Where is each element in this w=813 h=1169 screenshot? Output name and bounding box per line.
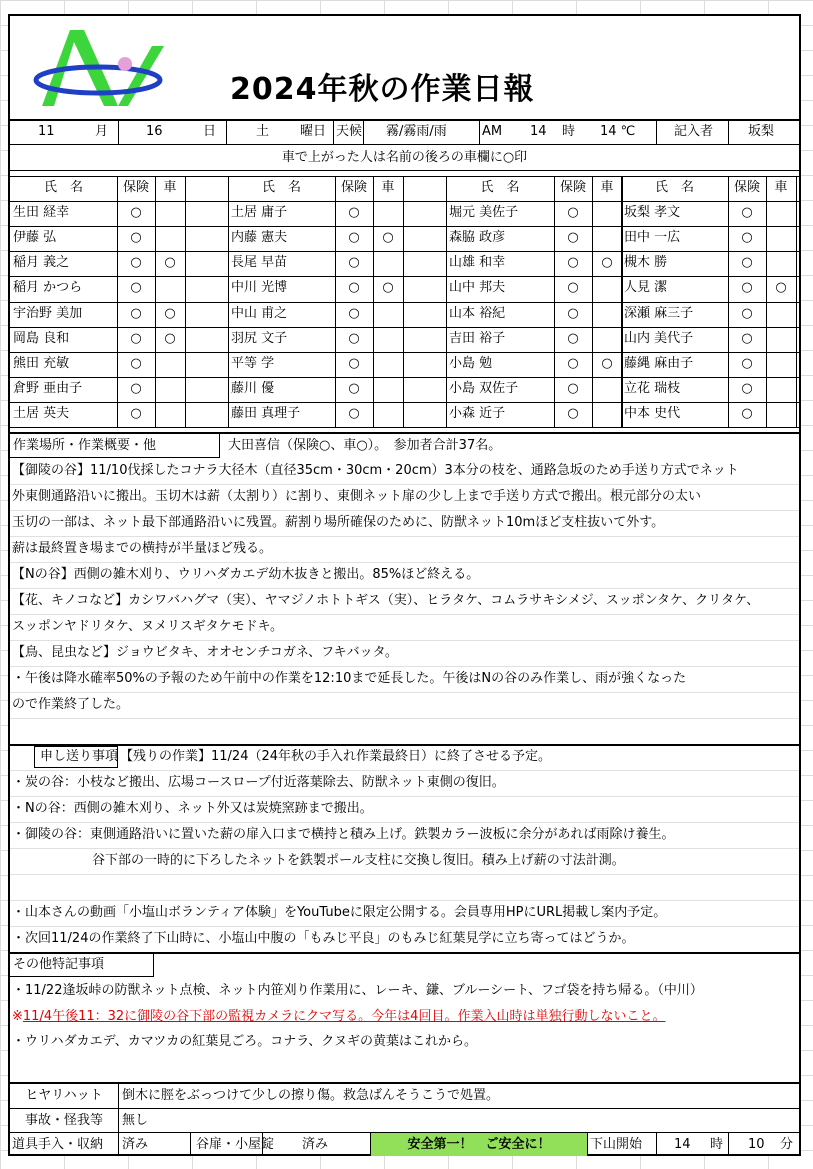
ampm: AM bbox=[482, 124, 503, 139]
roster-name: 藤川 優 bbox=[231, 380, 275, 396]
roster-insurance-mark: ○ bbox=[130, 405, 142, 421]
roster-insurance-mark: ○ bbox=[348, 380, 360, 396]
roster-name: 伊藤 弘 bbox=[13, 230, 57, 246]
descent-hour-label: 時 bbox=[710, 1137, 724, 1152]
month-label: 月 bbox=[95, 124, 109, 139]
roster-insurance-mark: ○ bbox=[567, 305, 579, 321]
roster-header-car: 車 bbox=[600, 180, 614, 195]
roster-insurance-mark: ○ bbox=[567, 405, 579, 421]
roster-header-name: 氏 名 bbox=[43, 180, 83, 195]
roster-insurance-mark: ○ bbox=[348, 230, 360, 246]
work-label: 作業場所・作業概要・他 bbox=[13, 438, 157, 453]
roster-header-name: 氏 名 bbox=[654, 180, 694, 195]
roster-header-car: 車 bbox=[163, 180, 177, 195]
accident-value: 無し bbox=[122, 1113, 149, 1128]
roster-insurance-mark: ○ bbox=[348, 305, 360, 321]
roster-car-mark: ○ bbox=[164, 255, 176, 271]
weekday-value: 土 bbox=[256, 124, 270, 139]
roster-name: 深瀬 麻三子 bbox=[624, 305, 694, 321]
roster-insurance-mark: ○ bbox=[741, 305, 753, 321]
roster-header-insurance: 保険 bbox=[559, 180, 586, 195]
door-value: 済み bbox=[302, 1137, 329, 1152]
day-value: 16 bbox=[146, 124, 163, 139]
roster-header-car: 車 bbox=[381, 180, 395, 195]
weather-value: 霧/霧雨/雨 bbox=[386, 124, 447, 139]
weather-label: 天候 bbox=[336, 124, 363, 139]
work-line: 薪は最終置き場までの横持が半量ほど残る。 bbox=[12, 541, 273, 556]
roster-col-line bbox=[185, 176, 186, 427]
descent-label: 下山開始 bbox=[590, 1137, 643, 1152]
other-label: その他特記事項 bbox=[13, 957, 105, 972]
roster-name: 倉野 亜由子 bbox=[13, 380, 83, 396]
roster-insurance-mark: ○ bbox=[130, 380, 142, 396]
roster-insurance-mark: ○ bbox=[741, 280, 753, 296]
roster-insurance-mark: ○ bbox=[348, 205, 360, 221]
bear-alert: 11/4午後11：32に御陵の谷下部の監視カメラにクマ写る。今年は4回目。作業入山時は単独行動しないこと。 bbox=[22, 1009, 666, 1024]
descent-hour: 14 bbox=[674, 1137, 691, 1152]
roster-name: 中山 甫之 bbox=[231, 305, 288, 321]
roster-insurance-mark: ○ bbox=[741, 230, 753, 246]
roster-car-mark: ○ bbox=[164, 305, 176, 321]
page-title: 2024年秋の作業日報 bbox=[230, 72, 535, 107]
roster-name: 山雄 和幸 bbox=[449, 255, 506, 271]
hour-value: 14 bbox=[530, 124, 547, 139]
roster-name: 稲月 義之 bbox=[13, 255, 70, 271]
other-line-2 bbox=[12, 1004, 665, 1029]
roster-insurance-mark: ○ bbox=[741, 205, 753, 221]
roster-insurance-mark: ○ bbox=[130, 255, 142, 271]
roster-insurance-mark: ○ bbox=[348, 280, 360, 296]
handover-line: 谷下部の一時的に下ろしたネットを鉄製ポール支柱に交換し復旧。積み上げ薪の寸法計測。 bbox=[92, 853, 625, 868]
work-line: 【花、キノコなど】カシワバハグマ（実）、ヤマジノホトトギス（実）、ヒラタケ、コムラサキシメジ、スッポンタケ、クリタケ、 bbox=[12, 593, 760, 608]
car-note: 車で上がった人は名前の後ろの車欄に○印 bbox=[281, 150, 528, 165]
roster-name: 熊田 充敏 bbox=[13, 355, 70, 371]
work-line: 玉切の一部は、ネット最下部通路沿いに残置。薪割り場所確保のために、防獣ネット10mほど支柱抜いて外す。 bbox=[12, 515, 665, 530]
roster-header-car: 車 bbox=[774, 180, 788, 195]
roster-name: 人見 潔 bbox=[624, 280, 668, 296]
roster-insurance-mark: ○ bbox=[348, 355, 360, 371]
roster-insurance-mark: ○ bbox=[741, 355, 753, 371]
roster-insurance-mark: ○ bbox=[741, 405, 753, 421]
roster-insurance-mark: ○ bbox=[567, 230, 579, 246]
roster-header-insurance: 保険 bbox=[340, 180, 367, 195]
roster-car-mark: ○ bbox=[601, 355, 613, 371]
hiyari-value: 倒木に脛をぶっつけて少しの擦り傷。救急ばんそうこうで処置。 bbox=[122, 1088, 500, 1103]
recorder-label: 記入者 bbox=[674, 124, 714, 139]
roster-row-line bbox=[10, 427, 799, 428]
roster-insurance-mark: ○ bbox=[567, 355, 579, 371]
roster-insurance-mark: ○ bbox=[567, 280, 579, 296]
roster-col-line bbox=[621, 176, 622, 427]
weekday-label: 曜日 bbox=[300, 124, 327, 139]
roster-car-mark: ○ bbox=[382, 280, 394, 296]
roster-col-line bbox=[592, 176, 593, 427]
roster-name: 土居 庸子 bbox=[231, 205, 288, 221]
roster-col-line bbox=[622, 176, 623, 427]
work-line: ので作業終了した。 bbox=[12, 697, 130, 712]
roster-name: 宇治野 美加 bbox=[13, 305, 83, 321]
roster-name: 田中 一広 bbox=[624, 230, 681, 246]
month-value: 11 bbox=[38, 124, 55, 139]
roster-insurance-mark: ○ bbox=[567, 255, 579, 271]
roster-car-mark: ○ bbox=[601, 255, 613, 271]
report-sheet bbox=[8, 14, 801, 1156]
roster-name: 中川 光博 bbox=[231, 280, 288, 296]
roster-header-insurance: 保険 bbox=[733, 180, 760, 195]
roster-insurance-mark: ○ bbox=[741, 380, 753, 396]
roster-insurance-mark: ○ bbox=[741, 330, 753, 346]
roster-insurance-mark: ○ bbox=[130, 305, 142, 321]
temperature: 14 ℃ bbox=[600, 124, 636, 139]
roster-name: 生田 経幸 bbox=[13, 205, 70, 221]
roster-name: 藤田 真理子 bbox=[231, 405, 301, 421]
roster-car-mark: ○ bbox=[775, 280, 787, 296]
ruled-line bbox=[10, 718, 799, 719]
roster-name: 堀元 美佐子 bbox=[449, 205, 519, 221]
roster-name: 山内 美代子 bbox=[624, 330, 694, 346]
roster-col-line bbox=[446, 176, 447, 427]
roster-name: 吉田 裕子 bbox=[449, 330, 506, 346]
roster-insurance-mark: ○ bbox=[741, 255, 753, 271]
roster-car-mark: ○ bbox=[382, 230, 394, 246]
hour-label: 時 bbox=[562, 124, 576, 139]
roster-insurance-mark: ○ bbox=[348, 255, 360, 271]
handover-line: ・Nの谷：西側の雑木刈り、ネット外又は炭焼窯跡まで搬出。 bbox=[12, 801, 373, 816]
roster-header-name: 氏 名 bbox=[261, 180, 301, 195]
roster-name: 藤縄 麻由子 bbox=[624, 355, 694, 371]
accident-label: 事故・怪我等 bbox=[24, 1113, 103, 1128]
roster-col-line bbox=[373, 176, 374, 427]
roster-name: 平等 学 bbox=[231, 355, 275, 371]
descent-minute-label: 分 bbox=[780, 1137, 794, 1152]
work-line: 【Nの谷】西側の雑木刈り、ウリハダカエデ幼木抜きと搬出。85%ほど終える。 bbox=[12, 567, 480, 582]
day-label: 日 bbox=[203, 124, 217, 139]
roster-name: 稲月 かつら bbox=[13, 280, 83, 296]
handover-first: 【残りの作業】11/24（24年秋の手入れ作業最終日）に終了させる予定。 bbox=[120, 749, 552, 764]
roster-col-line bbox=[228, 176, 229, 427]
handover-label: 申し送り事項 bbox=[40, 749, 119, 764]
hiyari-label: ヒヤリハット bbox=[25, 1088, 103, 1103]
recorder-value: 坂梨 bbox=[748, 124, 775, 139]
roster-col-line bbox=[403, 176, 404, 427]
roster-col-line bbox=[796, 176, 797, 427]
handover-line: ・次回11/24の作業終了下山時に、小塩山中腹の「もみじ平良」のもみじ紅葉見学に立ち寄ってはどうか。 bbox=[12, 931, 635, 946]
roster-name: 岡島 良和 bbox=[13, 330, 70, 346]
roster-name: 山本 裕紀 bbox=[449, 305, 506, 321]
roster-name: 立花 瑞枝 bbox=[624, 380, 681, 396]
other-line-3: ・ウリハダカエデ、カマツカの紅葉見ごろ。コナラ、クヌギの黄葉はこれから。 bbox=[12, 1034, 478, 1049]
descent-minute: 10 bbox=[748, 1137, 765, 1152]
handover-line: ・御陵の谷：東側通路沿いに置いた薪の扉入口まで横持と積み上げ。鉄製カラー波板に余分があれば雨除け養生。 bbox=[12, 827, 675, 842]
roster-name: 山中 邦夫 bbox=[449, 280, 506, 296]
handover-line: ・炭の谷：小枝など搬出、広場コースロープ付近落葉除去、防獣ネット東側の復旧。 bbox=[12, 775, 505, 790]
roster-name: 小島 双佐子 bbox=[449, 380, 519, 396]
roster-name: 中本 史代 bbox=[624, 405, 681, 421]
roster-car-mark: ○ bbox=[164, 330, 176, 346]
ruled-line bbox=[10, 874, 799, 875]
roster-name: 長尾 早苗 bbox=[231, 255, 288, 271]
tools-value: 済み bbox=[122, 1137, 149, 1152]
other-line-1: ・11/22逢坂峠の防獣ネット点検、ネット内笹刈り作業用に、レーキ、鎌、ブルーシート、フゴ袋を持ち帰る。（中川） bbox=[12, 983, 703, 998]
work-summary: 大田喜信（保険○、車○）。 参加者合計37名。 bbox=[228, 438, 502, 453]
roster-name: 小森 近子 bbox=[449, 405, 506, 421]
roster-insurance-mark: ○ bbox=[567, 380, 579, 396]
roster-insurance-mark: ○ bbox=[567, 205, 579, 221]
roster-name: 土居 英夫 bbox=[13, 405, 70, 421]
roster-insurance-mark: ○ bbox=[130, 280, 142, 296]
tools-label: 道具手入・収納 bbox=[12, 1137, 104, 1152]
work-line: スッポンヤドリタケ、ヌメリスギタケモドキ。 bbox=[12, 619, 284, 634]
work-line: ・午後は降水確率50%の予報のため午前中の作業を12:10まで延長した。午後はNの谷のみ作業し、雨が強くなった bbox=[12, 671, 687, 686]
roster-header-name: 氏 名 bbox=[480, 180, 520, 195]
roster-insurance-mark: ○ bbox=[348, 405, 360, 421]
roster-insurance-mark: ○ bbox=[348, 330, 360, 346]
roster-insurance-mark: ○ bbox=[130, 205, 142, 221]
roster-name: 内藤 憲夫 bbox=[231, 230, 288, 246]
roster-name: 羽尻 文子 bbox=[231, 330, 288, 346]
roster-insurance-mark: ○ bbox=[130, 230, 142, 246]
roster-name: 槻木 勝 bbox=[624, 255, 668, 271]
roster-col-line bbox=[766, 176, 767, 427]
roster-insurance-mark: ○ bbox=[130, 355, 142, 371]
roster-name: 森脇 政彦 bbox=[449, 230, 506, 246]
work-line: 外東側通路沿いに搬出。玉切木は薪（太割り）に割り、東側ネット扉の少し上まで手送り方式で搬出。根元部分の太い bbox=[12, 489, 702, 504]
roster-header-insurance: 保険 bbox=[122, 180, 149, 195]
safety-slogan: 安全第一！ ご安全に！ bbox=[407, 1137, 551, 1152]
roster-name: 坂梨 孝文 bbox=[624, 205, 681, 221]
alert-mark: ※ bbox=[12, 1009, 23, 1024]
logo-icon bbox=[32, 24, 172, 116]
work-line: 【御陵の谷】11/10伐採したコナラ大径木（直径35cm・30cm・20cm）3本分の枝を、通路急坂のため手送り方式でネット bbox=[12, 463, 739, 478]
door-label: 谷扉・小屋錠 bbox=[196, 1137, 275, 1152]
work-line: 【鳥、昆虫など】ジョウビタキ、オオセンチコガネ、フキバッタ。 bbox=[12, 645, 398, 660]
handover-line: ・山本さんの動画「小塩山ボランティア体験」をYouTubeに限定公開する。会員専用HPにURL掲載し案内予定。 bbox=[12, 905, 667, 920]
roster-insurance-mark: ○ bbox=[130, 330, 142, 346]
roster-name: 小島 勉 bbox=[449, 355, 493, 371]
roster-insurance-mark: ○ bbox=[567, 330, 579, 346]
